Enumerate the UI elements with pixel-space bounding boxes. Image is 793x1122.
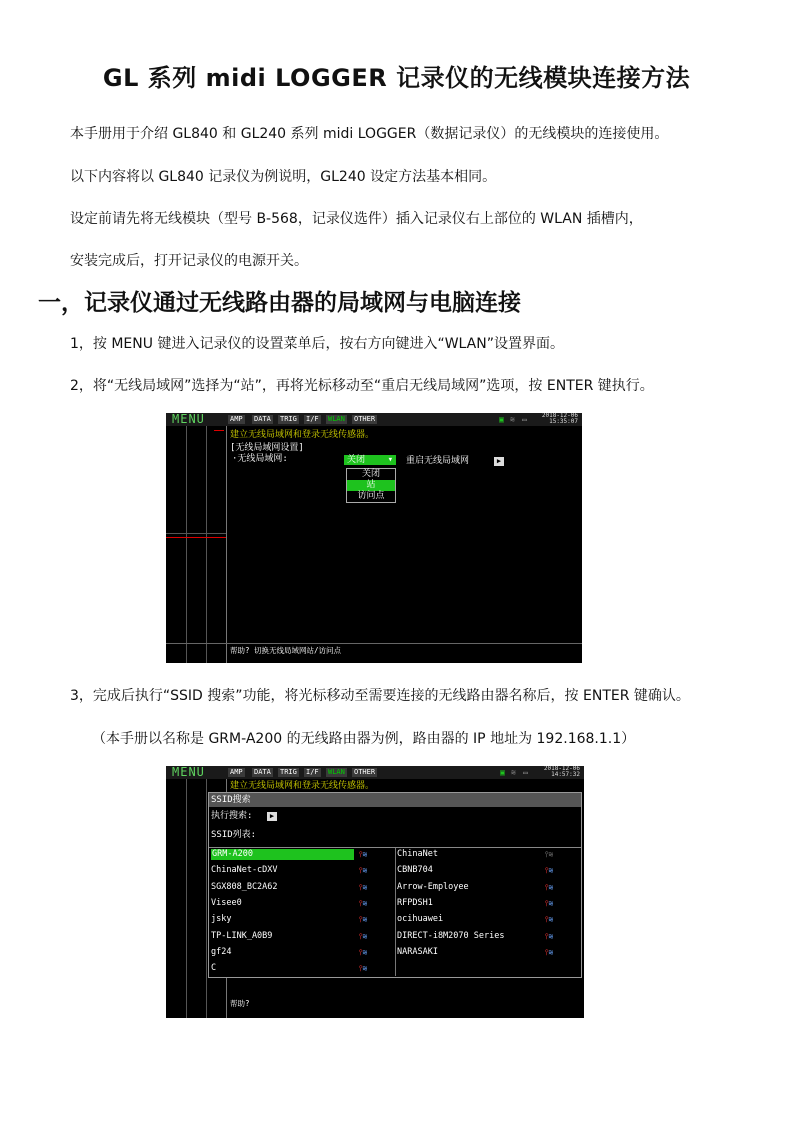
tab-trig[interactable]: TRIG — [280, 768, 297, 776]
ssid-list-item[interactable]: CBNB704 — [397, 865, 433, 876]
ssid-list-item[interactable]: C — [211, 963, 217, 974]
exec-search-label: 执行搜索: — [211, 811, 253, 821]
ssid-panel-title: SSID搜索 — [211, 795, 251, 805]
tab-data[interactable]: DATA — [254, 768, 271, 776]
restart-wlan-label: 重启无线局域网 — [406, 456, 470, 466]
chevron-down-icon: ▾ — [387, 455, 393, 465]
tab-amp[interactable]: AMP — [230, 768, 243, 776]
page-title: GL 系列 midi LOGGER 记录仪的无线模块连接方法 — [102, 64, 691, 92]
tab-other[interactable]: OTHER — [354, 768, 376, 776]
intro-line-1: 本手册用于介绍 GL840 和 GL240 系列 midi LOGGER（数据记录仪）的无线模块的连接使用。 — [70, 126, 669, 142]
top-bar — [166, 413, 582, 426]
signal-strength-icon: ⫯≋ — [545, 898, 554, 908]
help-line: 帮助? — [230, 999, 250, 1008]
section-heading: 一，记录仪通过无线路由器的局域网与电脑连接 — [38, 290, 521, 316]
signal-strength-icon: ⫯≋ — [359, 898, 368, 908]
waveform-panel — [166, 426, 227, 663]
wlan-settings-label: [无线局域网设置] — [230, 443, 304, 453]
ssid-list-item[interactable]: SGX808_BC2A62 — [211, 881, 278, 892]
battery-icon: ▭ — [522, 415, 527, 424]
date-time: 2018-12-06 15:35:07 — [541, 413, 578, 425]
ssid-list-item[interactable]: ChinaNet-cDXV — [211, 865, 278, 876]
wifi-icon: ≋ — [511, 768, 516, 777]
tab-if[interactable]: I/F — [306, 415, 319, 423]
wlan-options-popup — [346, 468, 396, 503]
signal-strength-icon: ⫯≋ — [545, 866, 554, 876]
ssid-list-item[interactable]: ChinaNet — [397, 849, 438, 859]
signal-strength-icon: ⫯≋ — [359, 947, 368, 957]
restart-wlan-button[interactable]: ▶ — [494, 457, 504, 466]
tab-if[interactable]: I/F — [306, 768, 319, 776]
intro-line-2: 以下内容将以 GL840 记录仪为例说明，GL240 设定方法基本相同。 — [70, 169, 497, 185]
signal-strength-icon: ⫯≋ — [359, 931, 368, 941]
step-3: 3，完成后执行“SSID 搜索”功能，将光标移动至需要连接的无线路由器名称后，按 ENTER 键确认。 — [70, 688, 690, 704]
signal-strength-icon: ⫯≋ — [359, 850, 368, 859]
option-station[interactable]: 站 — [347, 480, 395, 491]
hint-text: 建立无线局域网和登录无线传感器。 — [230, 781, 375, 791]
option-access-point[interactable]: 访问点 — [357, 491, 385, 501]
ssid-list-item[interactable]: jsky — [211, 914, 232, 925]
hint-text: 建立无线局域网和登录无线传感器。 — [230, 430, 375, 440]
signal-strength-icon: ⫯≋ — [359, 866, 368, 876]
signal-strength-icon: ⫯≋ — [545, 915, 554, 925]
ssid-list-label: SSID列表: — [211, 830, 257, 840]
ssid-list-item[interactable]: DIRECT-i8M2070 Series — [397, 930, 505, 941]
ssid-list-item[interactable]: GRM-A200 — [211, 849, 354, 860]
ssid-list-item[interactable]: NARASAKI — [397, 946, 438, 957]
ssid-list-item[interactable]: Arrow-Employee — [397, 881, 469, 892]
wlan-field-label: ·无线局域网: — [232, 454, 288, 464]
signal-strength-icon: ⫯≋ — [359, 964, 368, 974]
tab-trig[interactable]: TRIG — [280, 415, 297, 423]
wlan-dropdown[interactable]: 关闭 ▾ — [344, 455, 396, 465]
ssid-list-item[interactable]: gf24 — [211, 946, 232, 957]
signal-strength-icon: ⫯≋ — [545, 947, 554, 957]
menu-label: MENU — [172, 413, 205, 426]
tab-wlan[interactable]: WLAN — [328, 768, 345, 776]
tab-data[interactable]: DATA — [254, 415, 271, 423]
tab-wlan[interactable]: WLAN — [328, 415, 345, 423]
ssid-list-item[interactable]: TP-LINK_A0B9 — [211, 930, 273, 941]
ssid-list-item[interactable]: ocihuawei — [397, 914, 444, 925]
signal-strength-icon: ⫯≋ — [545, 931, 554, 941]
signal-strength-icon: ⫯≋ — [545, 850, 554, 859]
tab-amp[interactable]: AMP — [230, 415, 243, 423]
help-line: 帮助? 切换无线局域网站/访问点 — [230, 646, 342, 655]
lock-icon: ▣ — [499, 415, 504, 424]
intro-line-4: 安装完成后，打开记录仪的电源开关。 — [70, 253, 308, 269]
intro-line-3: 设定前请先将无线模块（型号 B-568，记录仪选件）插入记录仪右上部位的 WLAN 插槽内， — [70, 211, 643, 227]
battery-icon: ▭ — [523, 768, 528, 777]
tab-other[interactable]: OTHER — [354, 415, 376, 423]
ssid-list-item[interactable]: RFPDSH1 — [397, 897, 433, 908]
exec-search-button[interactable]: ▶ — [267, 812, 277, 821]
menu-label: MENU — [172, 766, 205, 779]
lock-icon: ▣ — [500, 768, 505, 777]
signal-strength-icon: ⫯≋ — [545, 882, 554, 892]
logger-screen-wlan — [166, 413, 582, 663]
wifi-icon: ≋ — [510, 415, 515, 424]
date-time: 2018-12-06 14:57:32 — [543, 766, 580, 778]
ssid-list-item[interactable]: Visee0 — [211, 897, 242, 908]
option-off[interactable]: 关闭 — [361, 469, 380, 479]
step-3-note: （本手册以名称是 GRM-A200 的无线路由器为例，路由器的 IP 地址为 192.168.1.1） — [92, 731, 636, 747]
ssid-panel-header — [209, 793, 581, 807]
top-bar — [166, 766, 584, 779]
step-2: 2，将“无线局域网”选择为“站”，再将光标移动至“重启无线局域网”选项，按 ENTER 键执行。 — [70, 378, 654, 394]
logger-screen-ssid — [166, 766, 584, 1018]
step-1: 1，按 MENU 键进入记录仪的设置菜单后，按右方向键进入“WLAN”设置界面。 — [70, 336, 564, 352]
signal-strength-icon: ⫯≋ — [359, 882, 368, 892]
signal-strength-icon: ⫯≋ — [359, 915, 368, 925]
ssid-search-panel — [208, 792, 582, 978]
